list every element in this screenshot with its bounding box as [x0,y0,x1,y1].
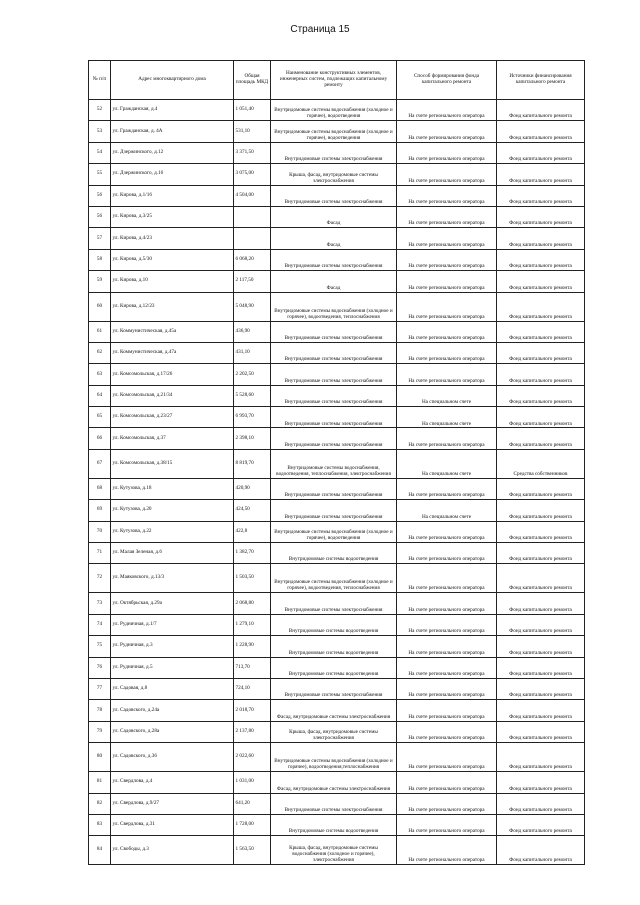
row-address: ул. Кирова, д.5/30 [111,249,234,270]
row-address: ул. Свердлова, д.9/27 [111,793,234,814]
row-elements: Внутридомовые системы электроснабжения [271,793,397,814]
row-elements: Крыша, фасад, внутридомовые системы водоснабжения (холодное и горячее), электроснабжения [271,836,397,865]
row-area: 2 398,10 [234,428,271,449]
row-method: На счете регионального оператора [397,700,497,721]
row-source: Фонд капитального ремонта [497,657,585,678]
row-elements: Фасад, внутридомовые системы электроснабжения [271,772,397,793]
row-address: ул. Коммунистическая, д.47а [111,342,234,363]
row-elements: Внутридомовые системы электроснабжения [271,249,397,270]
row-source: Фонд капитального ремонта [497,164,585,185]
table-row [89,772,585,793]
row-method: На счете регионального оператора [397,564,497,593]
row-source: Фонд капитального ремонта [497,428,585,449]
row-area: 424,50 [234,500,271,521]
row-elements: Внутридомовые системы водоснабжения (холодное и горячее), водоотведения,теплоснабжения [271,743,397,772]
header-source: Источники финансирования капитального ремонта [497,61,585,100]
row-address: ул. Гражданская, д.4 [111,100,234,121]
row-source: Фонд капитального ремонта [497,700,585,721]
row-area: 6 993,70 [234,407,271,428]
header-num: № п/п [89,61,111,100]
row-method: На счете регионального оператора [397,206,497,227]
row-number: 68 [89,478,111,499]
table-row [89,636,585,657]
row-address: ул. Садовского, д.36 [111,743,234,772]
row-address: ул. Кутузова, д.22 [111,521,234,542]
row-number: 55 [89,164,111,185]
row-method: На счете регионального оператора [397,164,497,185]
row-number: 79 [89,721,111,742]
row-number: 59 [89,271,111,292]
row-area: 1 728,00 [234,814,271,835]
row-number: 61 [89,321,111,342]
row-elements: Крыша, фасад, внутридомовые системы электроснабжения [271,721,397,742]
row-address: ул. Комсомольская, д.23/27 [111,407,234,428]
row-elements: Внутридомовые системы электроснабжения [271,385,397,406]
row-source: Фонд капитального ремонта [497,836,585,865]
table-row [89,614,585,635]
row-method: На счете регионального оператора [397,428,497,449]
row-number: 83 [89,814,111,835]
row-area: 2 022,60 [234,743,271,772]
row-number: 80 [89,743,111,772]
row-elements: Внутридомовые системы водоснабжения, водоотведения, теплоснабжения, электроснабжения [271,449,397,478]
row-address: ул. Дзержинского, д.16 [111,164,234,185]
row-area: 2 018,70 [234,700,271,721]
row-number: 66 [89,428,111,449]
row-number: 81 [89,772,111,793]
table-row [89,478,585,499]
row-method: На счете регионального оператора [397,249,497,270]
row-method: На счете регионального оператора [397,772,497,793]
table-row [89,164,585,185]
row-source: Фонд капитального ремонта [497,721,585,742]
row-area: 420,90 [234,478,271,499]
row-elements: Внутридомовые системы водоотведения [271,543,397,564]
row-elements: Внутридомовые системы электроснабжения [271,185,397,206]
row-source: Фонд капитального ремонта [497,364,585,385]
header-area: Общая площадь МКД [234,61,271,100]
row-address: ул. Коммунистическая, д.45а [111,321,234,342]
row-method: На специальном счете [397,449,497,478]
row-area [234,206,271,227]
row-address: ул. Кутузова, д.20 [111,500,234,521]
row-elements: Внутридомовые системы электроснабжения [271,407,397,428]
row-method: На специальном счете [397,407,497,428]
row-method: На специальном счете [397,500,497,521]
row-method: На счете регионального оператора [397,185,497,206]
table-row [89,564,585,593]
row-method: На счете регионального оператора [397,100,497,121]
row-source: Фонд капитального ремонта [497,521,585,542]
row-address: ул. Комсомольская, д.38/15 [111,449,234,478]
row-elements: Внутридомовые системы электроснабжения [271,478,397,499]
row-elements: Фасад, внутридомовые системы электроснабжения [271,700,397,721]
table-row [89,185,585,206]
row-elements: Внутридомовые системы водоотведения [271,814,397,835]
row-source: Фонд капитального ремонта [497,564,585,593]
row-source: Фонд капитального ремонта [497,814,585,835]
row-method: На счете регионального оператора [397,478,497,499]
row-source: Фонд капитального ремонта [497,100,585,121]
row-number: 52 [89,100,111,121]
header-method: Способ формирования фонда капитального ремонта [397,61,497,100]
table-row [89,249,585,270]
row-address: ул. Комсомольская, д.37 [111,428,234,449]
row-number: 71 [89,543,111,564]
row-source: Фонд капитального ремонта [497,743,585,772]
row-area: 436,90 [234,321,271,342]
table-row [89,743,585,772]
row-method: На счете регионального оператора [397,721,497,742]
row-method: На счете регионального оператора [397,521,497,542]
row-source: Фонд капитального ремонта [497,185,585,206]
row-elements: Внутридомовые системы водоснабжения (холодное и горячее), водоотведения [271,521,397,542]
row-method: На счете регионального оператора [397,657,497,678]
row-area: 3 371,50 [234,142,271,163]
row-source: Фонд капитального ремонта [497,543,585,564]
row-source: Фонд капитального ремонта [497,249,585,270]
row-source: Фонд капитального ремонта [497,772,585,793]
table-row [89,836,585,865]
row-address: ул. Рудничная, д.5 [111,657,234,678]
row-number: 57 [89,228,111,249]
row-area: 5 528,60 [234,385,271,406]
row-address: ул. Кирова, д.10 [111,271,234,292]
row-elements: Внутридомовые системы водоснабжения (холодное и горячее), водоотведения [271,121,397,142]
row-source: Фонд капитального ремонта [497,271,585,292]
row-source: Фонд капитального ремонта [497,793,585,814]
row-elements: Внутридомовые системы водоснабжения (холодное и горячее), водоотведения, теплоснабжения [271,292,397,321]
row-number: 58 [89,249,111,270]
row-method: На счете регионального оператора [397,121,497,142]
row-area [234,228,271,249]
row-source: Фонд капитального ремонта [497,678,585,699]
header-elements: Наименование конструктивных элементов, инженерных систем, подлежащих капитальному ремонту [271,61,397,100]
table-row [89,428,585,449]
table-row [89,521,585,542]
row-number: 63 [89,364,111,385]
row-area: 1 051,40 [234,100,271,121]
row-area: 1 228,90 [234,636,271,657]
row-source: Фонд капитального ремонта [497,342,585,363]
row-elements: Внутридомовые системы водоотведения [271,614,397,635]
row-number: 82 [89,793,111,814]
table-row [89,700,585,721]
table-header-row [89,61,585,100]
table-row [89,593,585,614]
row-number: 77 [89,678,111,699]
table-row [89,678,585,699]
table-row [89,721,585,742]
row-area: 4 504,00 [234,185,271,206]
row-area: 531,10 [234,121,271,142]
table-row [89,228,585,249]
row-method: На счете регионального оператора [397,228,497,249]
row-address: ул. Свердлова, д.4 [111,772,234,793]
row-number: 54 [89,142,111,163]
row-area: 8 819,70 [234,449,271,478]
row-area: 6 068,20 [234,249,271,270]
row-number: 84 [89,836,111,865]
row-address: ул. Комсомольская, д.21/34 [111,385,234,406]
table-row [89,364,585,385]
row-method: На счете регионального оператора [397,814,497,835]
row-area: 2 137,80 [234,721,271,742]
row-address: ул. Садовского, д.24а [111,700,234,721]
row-address: ул. Свердлова, д.31 [111,814,234,835]
table-row [89,271,585,292]
row-elements: Внутридомовые системы водоотведения [271,657,397,678]
row-method: На счете регионального оператора [397,614,497,635]
row-number: 76 [89,657,111,678]
row-elements: Внутридомовые системы водоснабжения (холодное и горячее), водоотведения [271,100,397,121]
row-number: 72 [89,564,111,593]
row-number: 62 [89,342,111,363]
row-method: На счете регионального оператора [397,292,497,321]
row-elements: Фасад [271,206,397,227]
row-source: Фонд капитального ремонта [497,636,585,657]
row-number: 60 [89,292,111,321]
row-source: Фонд капитального ремонта [497,292,585,321]
table-row [89,793,585,814]
row-number: 56 [89,185,111,206]
row-address: ул. Рудничная, д.3 [111,636,234,657]
row-method: На счете регионального оператора [397,836,497,865]
row-number: 56 [89,206,111,227]
row-elements: Фасад [271,271,397,292]
row-method: На счете регионального оператора [397,678,497,699]
row-elements: Внутридомовые системы электроснабжения [271,428,397,449]
row-source: Фонд капитального ремонта [497,385,585,406]
table-row [89,500,585,521]
row-address: ул. Гражданская, д. 4А [111,121,234,142]
row-elements: Внутридомовые системы электроснабжения [271,364,397,385]
row-area: 1 031,00 [234,772,271,793]
row-number: 65 [89,407,111,428]
row-area: 2 202,50 [234,364,271,385]
table-row [89,657,585,678]
row-address: ул. Дзержинского, д.12 [111,142,234,163]
table-row [89,121,585,142]
row-source: Фонд капитального ремонта [497,407,585,428]
row-number: 64 [89,385,111,406]
row-area: 641,20 [234,793,271,814]
row-area: 431,10 [234,342,271,363]
row-number: 70 [89,521,111,542]
row-method: На счете регионального оператора [397,793,497,814]
row-area: 5 048,90 [234,292,271,321]
table-row [89,206,585,227]
row-address: ул. Кутузова, д.18 [111,478,234,499]
row-area: 2 068,80 [234,593,271,614]
row-elements: Внутридомовые системы электроснабжения [271,321,397,342]
row-elements: Фасад [271,228,397,249]
table-row [89,449,585,478]
row-address: ул. Октябрьская, д.29а [111,593,234,614]
row-address: ул. Кирова, д.3/25 [111,206,234,227]
row-address: ул. Кирова, д.12/23 [111,292,234,321]
row-source: Фонд капитального ремонта [497,321,585,342]
row-elements: Крыша, фасад, внутридомовые системы электроснабжения [271,164,397,185]
header-address: Адрес многоквартирного дома [111,61,234,100]
row-number: 67 [89,449,111,478]
row-address: ул. Рудничная, д.1/7 [111,614,234,635]
page-title: Страница 15 [290,24,350,35]
table-row [89,292,585,321]
row-number: 73 [89,593,111,614]
row-source: Фонд капитального ремонта [497,593,585,614]
row-number: 78 [89,700,111,721]
row-number: 74 [89,614,111,635]
row-address: ул. Малая Зеленая, д.6 [111,543,234,564]
table-row [89,814,585,835]
row-source: Фонд капитального ремонта [497,478,585,499]
row-method: На счете регионального оператора [397,743,497,772]
row-number: 69 [89,500,111,521]
row-elements: Внутридомовые системы электроснабжения [271,593,397,614]
row-method: На специальном счете [397,385,497,406]
row-area: 1 382,70 [234,543,271,564]
row-method: На счете регионального оператора [397,636,497,657]
row-number: 75 [89,636,111,657]
row-area: 1 503,50 [234,564,271,593]
row-area: 1 563,50 [234,836,271,865]
table-row [89,142,585,163]
table-row [89,321,585,342]
row-elements: Внутридомовые системы водоснабжения (холодное и горячее), водоотведения, теплоснабжения [271,564,397,593]
row-area: 724,10 [234,678,271,699]
row-method: На счете регионального оператора [397,364,497,385]
row-source: Фонд капитального ремонта [497,228,585,249]
row-area: 422,8 [234,521,271,542]
row-address: ул. Кирова, д.1/16 [111,185,234,206]
table-row [89,385,585,406]
row-elements: Внутридомовые системы электроснабжения [271,500,397,521]
row-method: На счете регионального оператора [397,593,497,614]
row-area: 2 117,50 [234,271,271,292]
row-elements: Внутридомовые системы электроснабжения [271,342,397,363]
row-method: На счете регионального оператора [397,321,497,342]
row-elements: Внутридомовые системы водоотведения [271,636,397,657]
row-area: 1 279,10 [234,614,271,635]
row-source: Фонд капитального ремонта [497,614,585,635]
row-source: Фонд капитального ремонта [497,142,585,163]
row-method: На счете регионального оператора [397,342,497,363]
row-number: 53 [89,121,111,142]
row-source: Фонд капитального ремонта [497,121,585,142]
row-method: На счете регионального оператора [397,142,497,163]
table-row [89,342,585,363]
row-source: Средства собственников [497,449,585,478]
row-address: ул. Садовая, д.8 [111,678,234,699]
row-address: ул. Садовского, д.28а [111,721,234,742]
row-address: ул. Свободы, д.3 [111,836,234,865]
row-address: ул. Комсомольская, д.17/26 [111,364,234,385]
row-method: На счете регионального оператора [397,271,497,292]
row-address: ул. Маяковского, д.13/3 [111,564,234,593]
row-address: ул. Кирова, д.4/23 [111,228,234,249]
repair-register-table [88,60,585,865]
row-source: Фонд капитального ремонта [497,206,585,227]
table-row [89,100,585,121]
row-area: 713,70 [234,657,271,678]
row-area: 3 075,00 [234,164,271,185]
row-method: На счете регионального оператора [397,543,497,564]
table-row [89,407,585,428]
table-row [89,543,585,564]
row-elements: Внутридомовые системы электроснабжения [271,142,397,163]
row-source: Фонд капитального ремонта [497,500,585,521]
row-elements: Внутридомовые системы электроснабжения [271,678,397,699]
